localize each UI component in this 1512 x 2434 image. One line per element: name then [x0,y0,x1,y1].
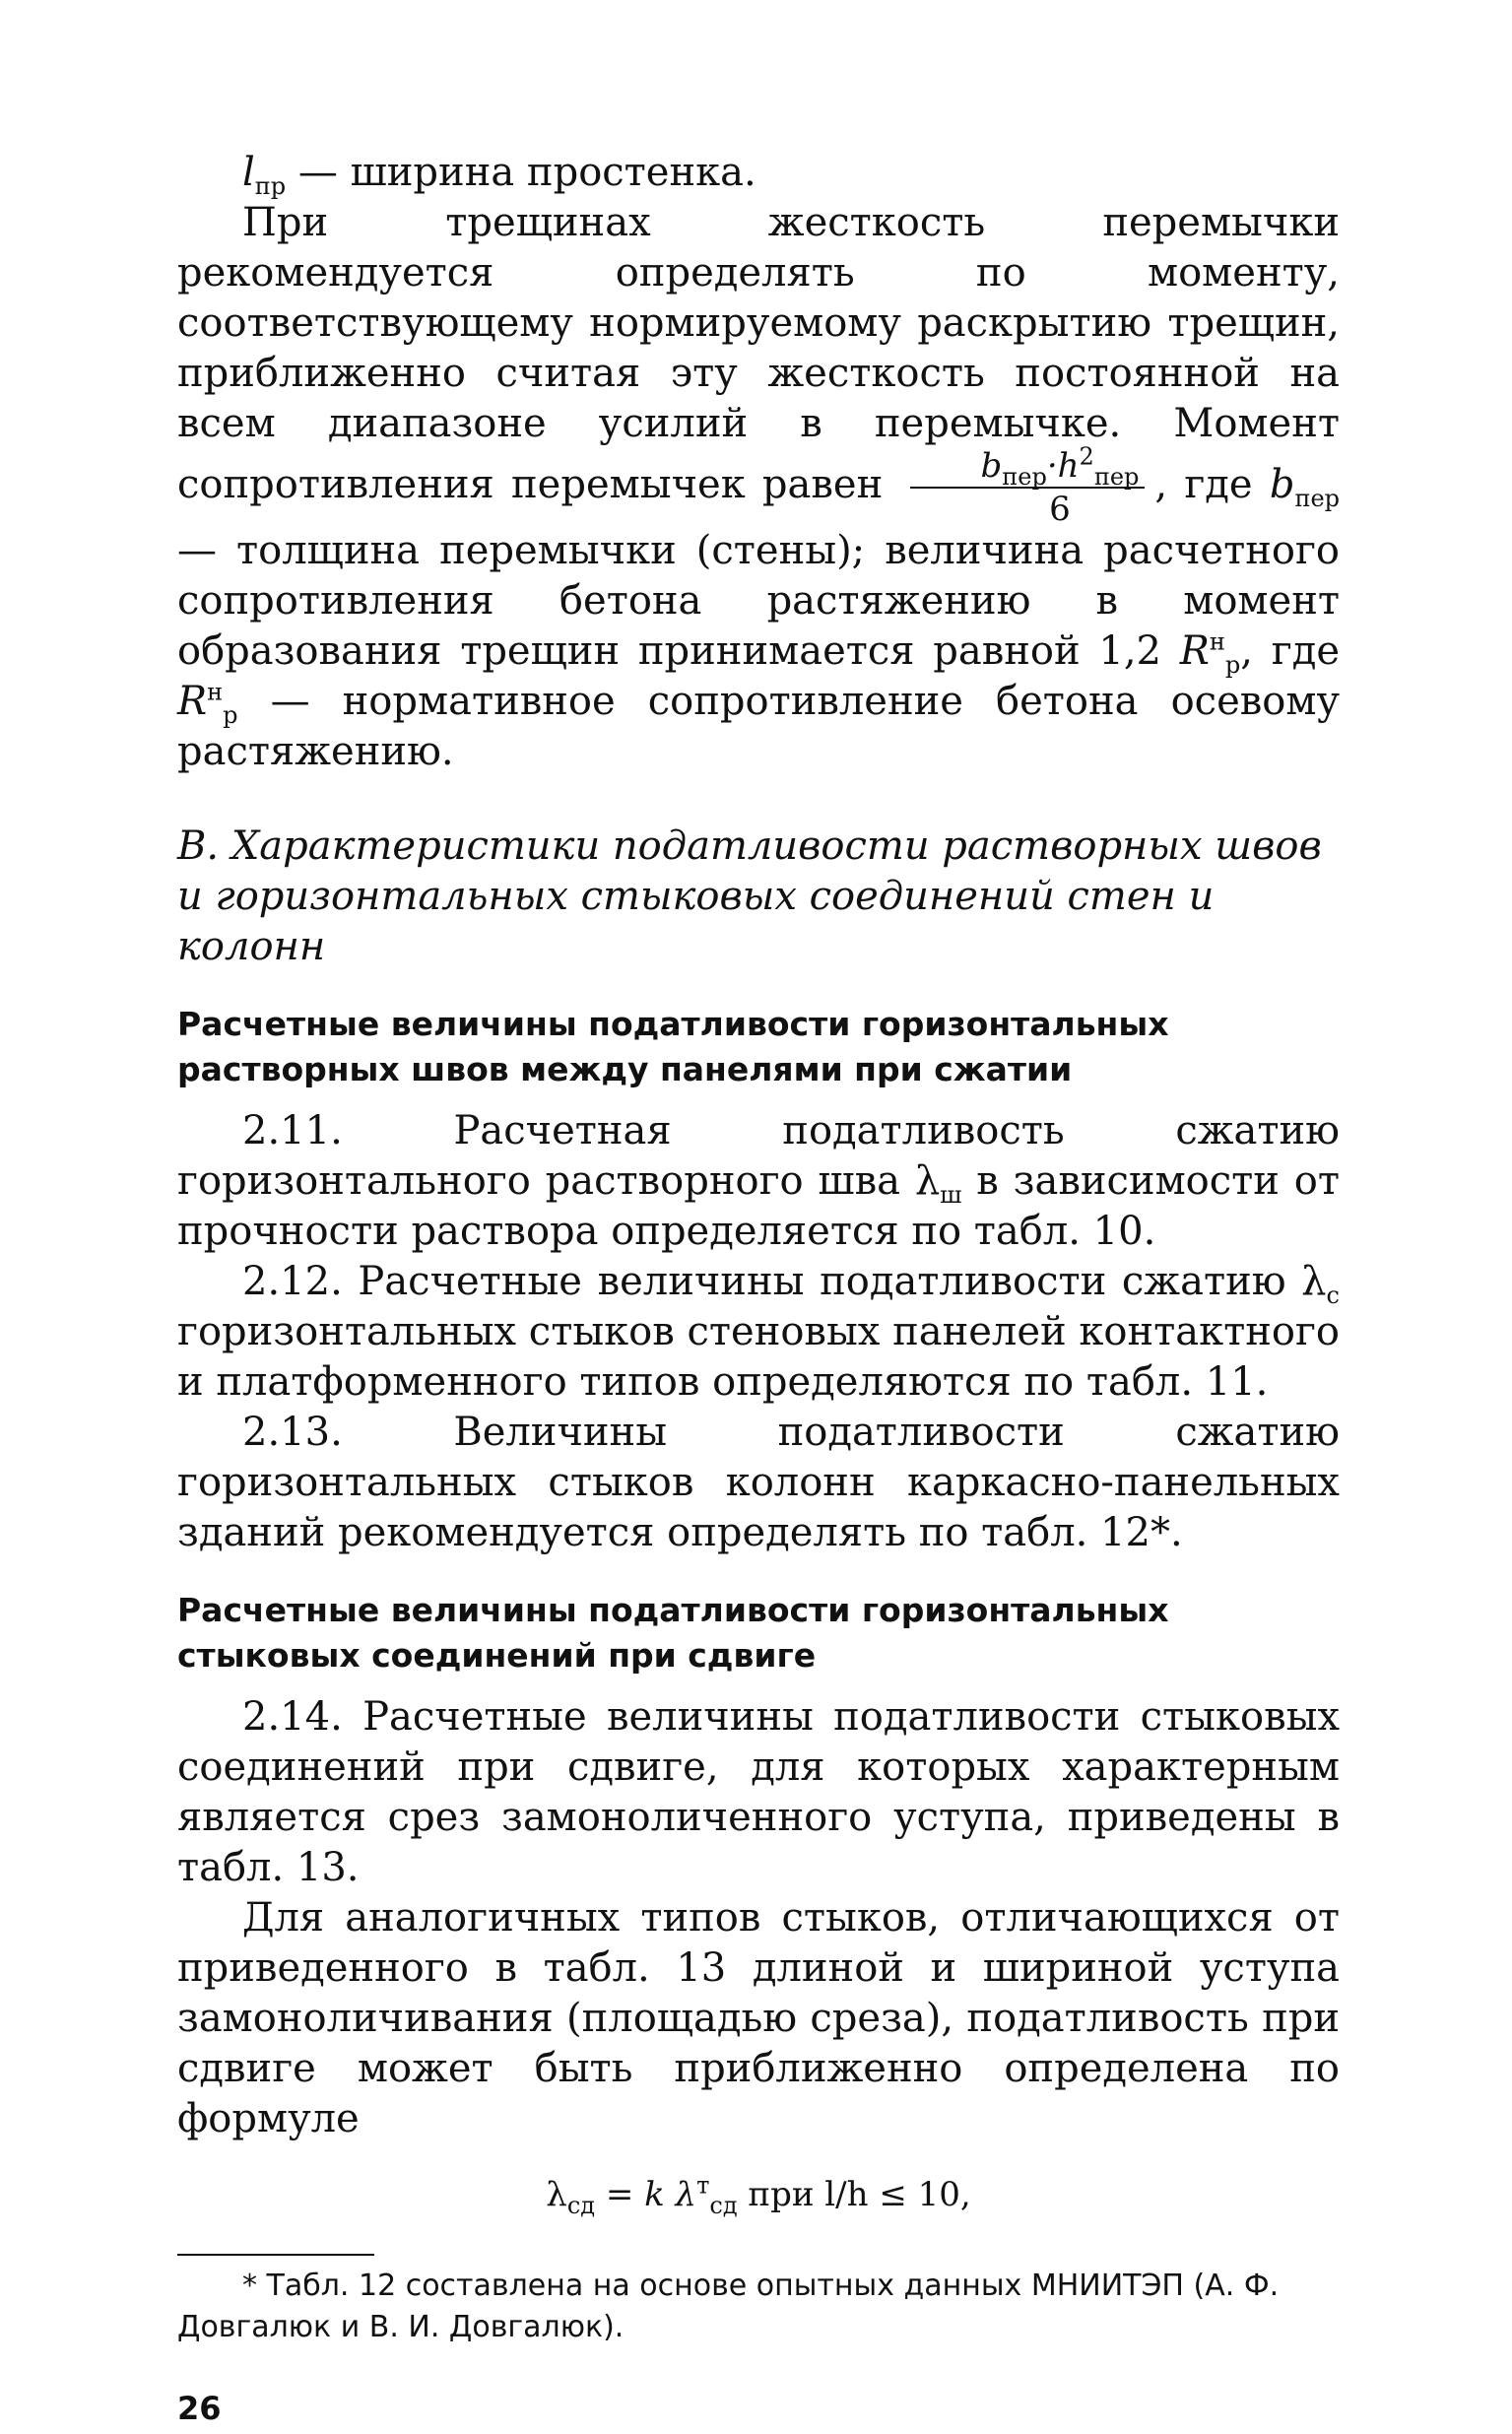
formula-lhs-sub: сд [566,2191,596,2219]
paragraph-lpr [177,148,1340,198]
formula-eq: = k λ [595,2175,697,2214]
cracks-text-3: — толщина перемычки (стены); величина расчетного сопротивления бетона растяжению в момент образования трещин принимается равной 1,2 [177,528,1340,674]
footnote-divider [177,2254,374,2256]
num-2-11: 2.11. [242,1108,343,1153]
text-2-13: Величины податливости сжатию горизонтальных стыков колонн каркасно-панельных зданий рекомендуется определять по табл. 12*. [177,1410,1340,1555]
num-b: b [980,446,1003,486]
fraction-denominator: 6 [1049,490,1071,529]
var-l: l [242,150,255,195]
text-2-12-b: горизонтальных стыков стеновых панелей контактного и платформенного типов определяются по табл. 11. [177,1309,1340,1405]
cracks-text-2: , где [1154,462,1270,507]
num-h-sup: 2 [1079,442,1094,471]
moment-fraction [910,442,1146,529]
page-number: 26 [177,2390,222,2427]
heading-shear: Расчетные величины податливости горизонтальных стыковых соединений при сдвиге [177,1591,1169,1675]
paragraph-2-12 [177,1257,1340,1408]
formula-rhs-sup: т [696,2171,710,2200]
footnote: * Табл. 12 составлена на основе опытных данных МНИИТЭП (А. Ф. Довгалюк и В. И. Довгалюк). [177,2269,1280,2344]
formula-lhs: λ [546,2175,567,2214]
cracks-text-4: , где [1240,628,1341,674]
var-r: R [1179,628,1210,674]
text-2-14: Расчетные величины податливости стыковых соединений при сдвиге, для которых характерным является срез замоноличенного уступа, приведены в табл. 13. [177,1694,1340,1890]
var-b: b [1269,462,1295,507]
cracks-text-5: — нормативное сопротивление бетона осевому растяжению. [177,679,1340,774]
text-2-12-a: Расчетные величины податливости сжатию λ [342,1259,1327,1304]
formula-condition: при l/h ≤ 10, [737,2175,971,2214]
num-b-sub: пер [1002,462,1047,491]
var-r2-sup: н [207,678,224,706]
num-2-14: 2.14. [242,1694,343,1740]
fraction-numerator [910,442,1146,491]
paragraph-lpr-text: — ширина простенка. [286,150,756,195]
paragraph-analogous: Для аналогичных типов стыков, отличающихся от приведенного в табл. 13 длиной и шириной уступа замоноличивания (площадью среза), податливость при сдвиге может быть приближенно определена по формуле [177,1895,1340,2141]
var-r2: R [177,679,208,724]
var-r2-sub: р [223,701,238,729]
num-2-12: 2.12. [242,1259,343,1304]
paragraph-2-14 [177,1692,1340,1893]
num-h: ·h [1046,446,1080,486]
var-b-sub: пер [1294,485,1341,512]
text-2-11-a: Расчетная податливость сжатию горизонтального растворного шва λ [177,1108,1340,1204]
sub-2-11: ш [940,1181,962,1209]
section-b-title: В. Характеристики податливости растворных швов и горизонтальных стыковых соединений стен и колонн [177,823,1322,969]
page-content [177,148,1340,2434]
num-h-sub: пер [1093,462,1140,491]
text-2-11-b: в зависимости от прочности раствора определяется по табл. 10. [177,1158,1340,1254]
sub-2-12: с [1326,1282,1340,1309]
num-2-13: 2.13. [242,1410,343,1455]
paragraph-2-11 [177,1106,1340,1257]
var-l-sub: пр [254,172,287,200]
heading-compression: Расчетные величины податливости горизонтальных растворных швов между панелями при сжатии [177,1005,1169,1088]
cracks-text-1: При трещинах жесткость перемычки рекомендуется определять по моменту, соответствующему нормируемому раскрытию трещин, приближенно считая эту жесткость постоянной на всем диапазоне усилий в перемычке. Момент сопротивления перемычек равен [177,200,1340,507]
paragraph-2-13 [177,1408,1340,1558]
paragraph-cracks [177,198,1340,777]
formula-shear [177,2170,1340,2220]
var-r-sub: р [1224,651,1241,679]
var-r-sup: н [1209,627,1225,656]
formula-rhs-sub: сд [709,2191,738,2219]
